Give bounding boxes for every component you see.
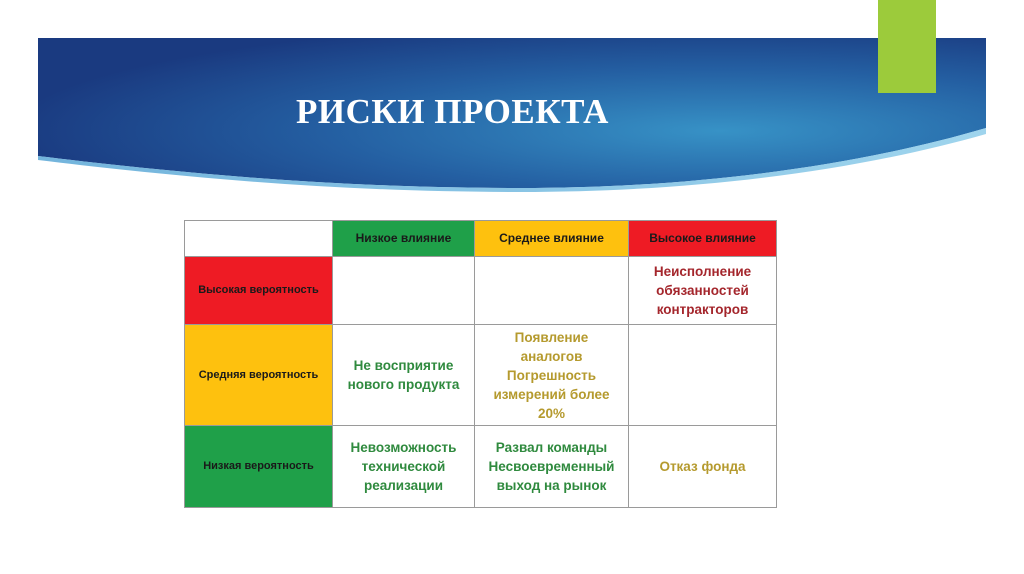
cell-line: реализации xyxy=(363,478,444,493)
accent-bar xyxy=(878,0,936,93)
cell-medium-prob-high-impact xyxy=(629,325,777,426)
cell-line: Развал команды xyxy=(495,440,608,455)
cell-low-prob-high-impact xyxy=(629,426,777,508)
header-low-impact: Низкое влияние xyxy=(333,221,475,257)
cell-line: Появление xyxy=(514,329,589,345)
header-high-impact: Высокое влияние xyxy=(629,221,777,257)
table-corner-cell xyxy=(185,221,333,257)
cell-line: технической xyxy=(361,459,446,474)
cell-low-prob-medium-impact xyxy=(475,426,629,508)
cell-line: обязанностей xyxy=(656,283,749,298)
cell-line: Неисполнение xyxy=(653,264,752,279)
row-label-low-probability: Низкая вероятность xyxy=(185,426,333,508)
cell-line: Несвоевременный xyxy=(488,459,615,474)
cell-high-prob-medium-impact xyxy=(475,257,629,325)
cell-line: контракторов xyxy=(656,302,749,317)
cell-high-prob-high-impact xyxy=(629,257,777,325)
table-header-row xyxy=(185,221,777,257)
cell-line: измерений более xyxy=(493,386,610,402)
cell-line: 20% xyxy=(537,405,566,421)
cell-medium-prob-medium-impact xyxy=(475,325,629,426)
cell-line: Невозможность xyxy=(350,440,457,455)
table-row-low-probability xyxy=(185,426,777,508)
cell-line: нового продукта xyxy=(347,377,460,392)
header-medium-impact: Среднее влияние xyxy=(475,221,629,257)
slide-title: РИСКИ ПРОЕКТА xyxy=(296,92,609,131)
cell-high-prob-low-impact xyxy=(333,257,475,325)
cell-line: Отказ фонда xyxy=(659,459,746,474)
cell-low-prob-low-impact xyxy=(333,426,475,508)
table-row-medium-probability xyxy=(185,325,777,426)
cell-line: Погрешность xyxy=(506,367,597,383)
cell-line: Не восприятие xyxy=(353,358,454,373)
row-label-medium-probability: Средняя вероятность xyxy=(185,325,333,426)
row-label-high-probability: Высокая вероятность xyxy=(185,257,333,325)
cell-line: выход на рынок xyxy=(496,478,607,493)
risk-matrix-table xyxy=(184,220,777,508)
cell-line: аналогов xyxy=(520,348,583,364)
table-row-high-probability xyxy=(185,257,777,325)
cell-medium-prob-low-impact xyxy=(333,325,475,426)
